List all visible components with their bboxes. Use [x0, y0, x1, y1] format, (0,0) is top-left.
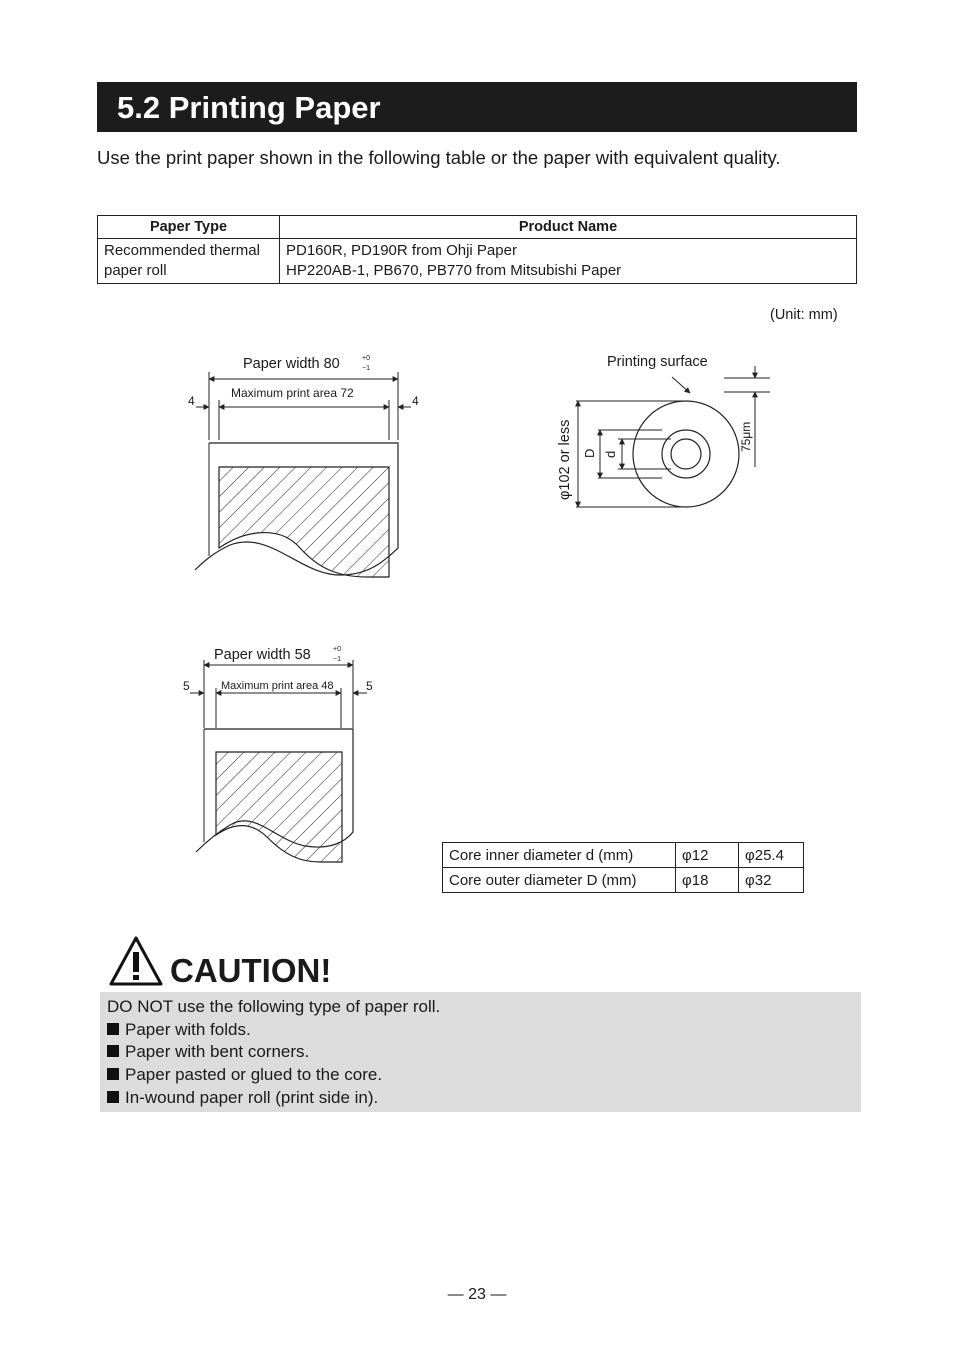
- paper-80-max-print-label: Maximum print area 72: [231, 386, 354, 400]
- bullet-square-icon: [107, 1068, 119, 1080]
- product-line2: HP220AB-1, PB670, PB770 from Mitsubishi Paper: [286, 262, 622, 279]
- core-outer-label: D: [582, 448, 597, 458]
- caution-item-text: Paper with bent corners.: [125, 1042, 310, 1062]
- list-item: [107, 1041, 861, 1064]
- caution-item-text: Paper with folds.: [125, 1019, 251, 1039]
- list-item: [107, 1064, 861, 1087]
- bullet-square-icon: [107, 1023, 119, 1035]
- paper-80-margin-left: 4: [188, 394, 195, 408]
- unit-note: (Unit: mm): [770, 307, 838, 323]
- paper-58-diagram: [183, 646, 373, 862]
- caution-box: [100, 992, 861, 1112]
- core-row-value: φ32: [739, 868, 804, 893]
- outer-diameter-label: φ102 or less: [557, 419, 573, 500]
- warning-icon: [108, 934, 164, 988]
- paper-type-line1: Recommended thermal: [104, 242, 260, 259]
- core-row-label: Core outer diameter D (mm): [443, 868, 676, 893]
- roll-core-inner: [671, 439, 701, 469]
- paper-58-max-print-label: Maximum print area 48: [221, 680, 334, 692]
- core-diameter-table: [442, 842, 804, 893]
- paper-58-margin-left: 5: [183, 679, 190, 693]
- caution-intro: DO NOT use the following type of paper roll.: [107, 997, 441, 1016]
- paper-roll-diagram: [557, 354, 770, 507]
- bullet-square-icon: [107, 1091, 119, 1103]
- paper-58-width-label: Paper width 58: [214, 647, 311, 663]
- roll-outer-circle: [633, 401, 739, 507]
- core-row-value: φ12: [676, 843, 739, 868]
- product-line1: PD160R, PD190R from Ohji Paper: [286, 242, 517, 259]
- caution-title: CAUTION!: [170, 952, 332, 989]
- page-number: — 23 —: [447, 1286, 507, 1303]
- core-row-value: φ18: [676, 868, 739, 893]
- paper-58-tol-minus: −1: [333, 656, 341, 663]
- table-row: [443, 868, 804, 893]
- header-paper-type: Paper Type: [98, 216, 280, 239]
- paper-80-margin-right: 4: [412, 394, 419, 408]
- roll-core-outer: [662, 430, 710, 478]
- thickness-label: 75μm: [739, 421, 753, 452]
- caution-item-text: In-wound paper roll (print side in).: [125, 1087, 379, 1107]
- paper-type-line2: paper roll: [104, 262, 167, 279]
- printing-surface-label: Printing surface: [607, 354, 708, 370]
- core-row-value: φ25.4: [739, 843, 804, 868]
- table-row: [443, 843, 804, 868]
- section-title: 5.2 Printing Paper: [97, 82, 857, 132]
- intro-paragraph: Use the print paper shown in the following table or the paper with equivalent quality.: [97, 147, 781, 168]
- caution-item-text: Paper pasted or glued to the core.: [125, 1065, 383, 1085]
- paper-80-tol-plus: +0: [362, 355, 370, 362]
- paper-58-tol-plus: +0: [333, 646, 341, 653]
- header-product-name: Product Name: [280, 216, 857, 239]
- paper-80-tol-minus: −1: [362, 365, 370, 372]
- core-inner-label: d: [603, 450, 618, 458]
- list-item: [107, 1019, 861, 1042]
- paper-58-margin-right: 5: [366, 679, 373, 693]
- paper-80-width-label: Paper width 80: [243, 356, 340, 372]
- list-item: [107, 1087, 861, 1110]
- bullet-square-icon: [107, 1045, 119, 1057]
- core-row-label: Core inner diameter d (mm): [443, 843, 676, 868]
- paper-80-diagram: [188, 355, 419, 577]
